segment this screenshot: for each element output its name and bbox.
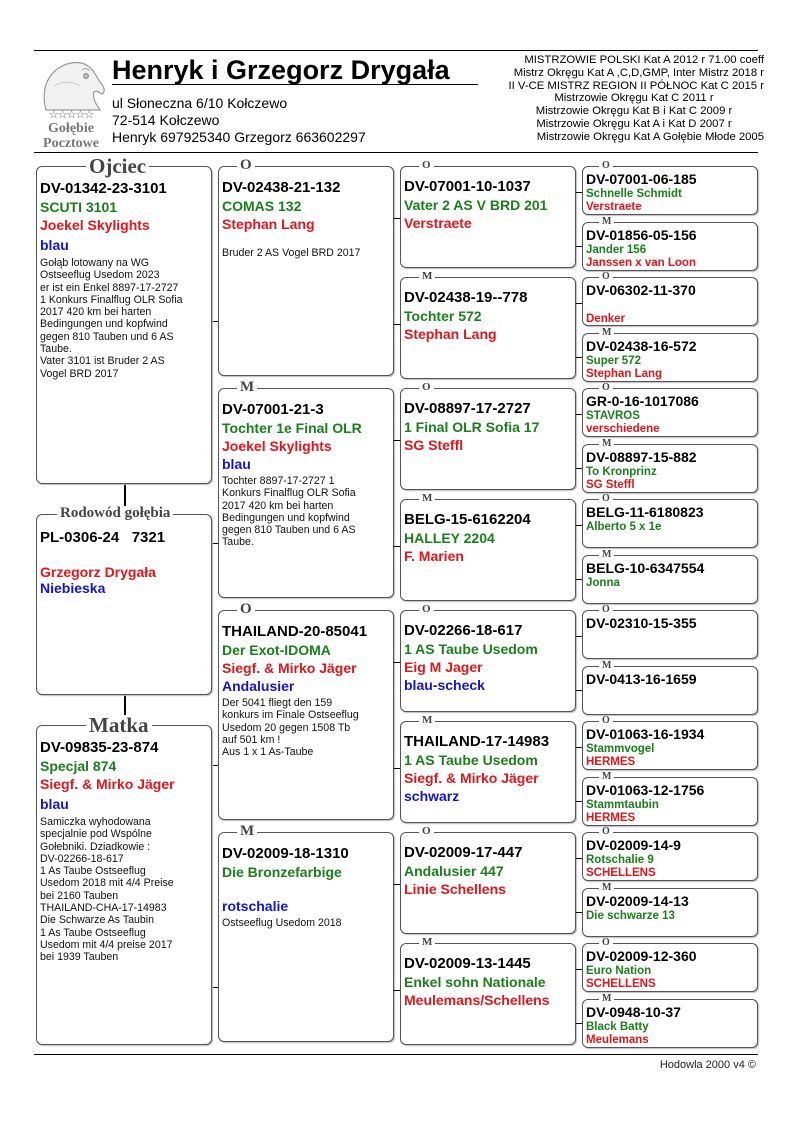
ring-number: DV-02266-18-617 <box>404 622 523 639</box>
ring-number: DV-08897-15-882 <box>586 448 697 465</box>
ancestor-card[interactable] <box>582 555 758 604</box>
breeder-name: Meulemans/Schellens <box>404 992 550 1008</box>
note-line: Vater 3101 ist Bruder 2 AS <box>40 355 165 368</box>
pigeon-name: Super 572 <box>586 354 641 367</box>
parent-sex-label: O <box>599 605 613 615</box>
note-line: 1 As Taube Ostseeflug <box>40 926 146 939</box>
phone-numbers: Henryk 697925340 Grzegorz 663602297 <box>112 129 366 145</box>
parent-sex-label: M <box>419 715 435 726</box>
breeder-name: Siegf. & Mirko Jäger <box>222 660 357 676</box>
note-line: Taube. <box>222 536 254 549</box>
pigeon-color: rotschalie <box>222 898 289 914</box>
pigeon-notes <box>222 235 390 259</box>
father-label: Ojciec <box>86 156 149 177</box>
parent-sex-label: O <box>599 161 613 171</box>
header-top-rule <box>34 50 758 51</box>
pigeon-name: Tochter 572 <box>404 308 482 324</box>
ancestor-card[interactable] <box>582 499 758 548</box>
pigeon-color: Andalusier <box>222 678 295 694</box>
achievement-item: Mistrz Okręgu Kat A ,C,D,GMP, Inter Mistrz 2018 r <box>513 66 764 79</box>
ring-number: DV-02009-14-9 <box>586 837 681 853</box>
note-line: Die Schwarze As Taubin <box>40 914 155 927</box>
breeder-name: HERMES <box>586 811 636 824</box>
parent-sex-label: O <box>237 158 255 173</box>
great-grandparent-card[interactable] <box>400 832 576 934</box>
subject-ring-number: PL-0306-24 7321 <box>40 529 166 546</box>
father-name: SCUTI 3101 <box>40 199 118 215</box>
great-grandparent-card[interactable] <box>400 388 576 490</box>
father-card[interactable] <box>36 166 212 484</box>
pigeon-name: Der Exot-IDOMA <box>222 642 331 658</box>
pigeon-name: Enkel sohn Nationale <box>404 974 546 990</box>
pigeon-name: Jonna <box>586 576 620 589</box>
parent-sex-label: O <box>237 602 255 617</box>
note-line: konkurs im Finale Ostseeflug <box>222 709 359 722</box>
mother-label: Matka <box>86 715 152 736</box>
connector-line <box>212 543 218 544</box>
pigeon-color: schwarz <box>404 788 460 804</box>
pigeon-color: blau <box>222 456 251 472</box>
note-line: DV-02266-18-617 <box>40 852 124 865</box>
parent-sex-label: M <box>599 883 614 893</box>
pigeon-name: COMAS 132 <box>222 198 302 214</box>
ring-number: DV-07001-06-185 <box>586 171 697 187</box>
breeder-name: Linie Schellens <box>404 881 506 897</box>
note-line: Samiczka wyhodowana <box>40 816 151 828</box>
pigeon-name: Euro Nation <box>586 965 652 977</box>
breeder-name: SCHELLENS <box>586 978 656 990</box>
breeder-name: HERMES <box>586 756 636 768</box>
parent-sex-label: M <box>599 439 614 449</box>
parent-sex-label: M <box>599 550 614 560</box>
pigeon-name: Black Batty <box>586 1020 649 1033</box>
ring-number: DV-06302-11-370 <box>586 282 696 298</box>
address-line-2: 72-514 Kołczewo <box>112 112 220 128</box>
pigeon-name: Tochter 1e Final OLR <box>222 420 362 436</box>
pigeon-head-icon <box>34 56 108 112</box>
parent-sex-label: M <box>599 328 614 338</box>
ancestor-card[interactable] <box>582 832 758 881</box>
note-line: auf 501 km ! <box>222 733 281 746</box>
ancestor-card[interactable] <box>582 388 758 437</box>
pigeon-name: Alberto 5 x 1e <box>586 521 662 533</box>
parent-sex-label: O <box>599 272 613 282</box>
ring-number: DV-02310-15-355 <box>586 615 697 631</box>
note-line: gegen 810 Tauben und 6 AS <box>222 524 356 537</box>
pigeon-logo <box>34 56 108 151</box>
breeder-name: SG Steffl <box>404 437 464 453</box>
ring-number: DV-0413-16-1659 <box>586 670 697 687</box>
pigeon-name <box>586 632 754 645</box>
ancestor-card[interactable] <box>582 943 758 992</box>
achievement-item: MISTRZOWIE POLSKI Kat A 2012 r 71.00 coeff <box>524 54 764 66</box>
ancestor-card[interactable] <box>582 444 758 493</box>
connector-line <box>212 321 218 322</box>
breeder-name: SCHELLENS <box>586 867 656 879</box>
note-line: specjalnie pod Wspólne <box>40 828 152 841</box>
breeder-name: Meulemans <box>586 1033 649 1046</box>
parent-sex-label: O <box>419 604 434 615</box>
ring-number: DV-08897-17-2727 <box>404 400 531 417</box>
parent-sex-label: O <box>599 494 613 504</box>
ancestor-card[interactable] <box>582 999 758 1048</box>
grandparent-card[interactable] <box>218 832 394 1042</box>
great-grandparent-card[interactable] <box>400 499 576 601</box>
note-line: Usedom 2018 mit 4/4 Preise <box>40 877 174 890</box>
pigeon-notes <box>222 475 390 549</box>
ring-number: DV-02009-17-447 <box>404 844 523 861</box>
software-credit: Hodowla 2000 v4 © <box>659 1059 756 1071</box>
parent-sex-label: O <box>599 383 613 393</box>
note-line: Ostseeflug Usedom 2023 <box>40 269 160 282</box>
ring-number: DV-02009-13-1445 <box>404 955 531 972</box>
pigeon-name: Die Bronzefarbige <box>222 864 342 880</box>
logo-stars: ☆☆☆☆☆ <box>48 109 94 121</box>
note-line: 1 Konkurs Finalflug OLR Sofia <box>40 293 183 306</box>
address-line-1: ul Słoneczna 6/10 Kołczewo <box>112 95 288 111</box>
mother-notes <box>40 816 208 964</box>
breeder-name: Siegf. & Mirko Jäger <box>404 770 539 786</box>
ring-number: DV-02009-12-360 <box>586 948 697 964</box>
ring-number: BELG-15-6162204 <box>404 511 531 528</box>
achievement-item: Mistrzowie Okręgu Kat A i Kat D 2007 r <box>536 117 732 130</box>
pigeon-name <box>586 299 754 312</box>
pigeon-name: 1 Final OLR Sofia 17 <box>404 419 540 435</box>
subject-label: Rodowód gołębia <box>57 506 173 521</box>
ring-number: BELG-10-6347554 <box>586 559 705 576</box>
note-line: 2017 420 km bei harten <box>40 306 152 319</box>
parent-sex-label: M <box>419 937 435 948</box>
logo-text-line-2: Pocztowe <box>43 136 99 151</box>
pigeon-name: Jander 156 <box>586 243 647 256</box>
ring-number: DV-02438-19--778 <box>404 289 528 306</box>
connector-line <box>212 765 218 766</box>
achievement-item: Mistrzowie Okręgu Kat A Gołębie Młode 2005 <box>536 130 764 143</box>
note-line: THAILAND-CHA-17-14983 <box>40 902 167 915</box>
breeder-name: Verstraete <box>404 215 472 231</box>
pigeon-name: Schnelle Schmidt <box>586 188 682 200</box>
pigeon-name: To Kronprinz <box>586 465 657 478</box>
ring-number: DV-01063-12-1756 <box>586 781 705 798</box>
note-line: 1 As Taube Ostseeflug <box>40 865 146 878</box>
ring-number: BELG-11-6180823 <box>586 504 704 520</box>
breeder-name <box>222 882 390 896</box>
father-breeder: Joekel Skylights <box>40 217 150 233</box>
subject-breeder: Grzegorz Drygała <box>40 564 156 580</box>
pigeon-name: STAVROS <box>586 410 640 422</box>
ancestor-card[interactable] <box>582 721 758 770</box>
note-line: Tochter 8897-17-2727 1 <box>222 475 335 487</box>
ring-number: DV-07001-21-3 <box>222 401 324 418</box>
note-line: Bedingungen und kopfwind <box>222 511 350 524</box>
subject-card[interactable] <box>36 514 212 695</box>
breeder-name: Denker <box>586 313 625 325</box>
note-line: Bruder 2 AS Vogel BRD 2017 <box>222 247 361 259</box>
father-ring-number: DV-01342-23-3101 <box>40 180 167 197</box>
great-grandparent-card[interactable] <box>400 166 576 268</box>
parent-sex-label: M <box>237 380 257 395</box>
grandparent-card[interactable] <box>218 388 394 598</box>
parent-sex-label: O <box>419 160 434 171</box>
breeder-name: verschiedene <box>586 423 660 435</box>
pigeon-name: 1 AS Taube Usedom <box>404 752 538 768</box>
parent-sex-label: O <box>419 382 434 393</box>
breeder-name: Stephan Lang <box>222 216 315 232</box>
ancestor-card[interactable] <box>582 222 758 271</box>
parent-sex-label: M <box>419 493 435 504</box>
breeder-name: Joekel Skylights <box>222 438 332 454</box>
pigeon-name: Stammvogel <box>586 743 655 755</box>
note-line: Aus 1 x 1 As-Taube <box>222 746 314 759</box>
breeder-name: Verstraete <box>586 201 642 213</box>
ancestor-card[interactable] <box>582 333 758 382</box>
pigeon-name: Andalusier 447 <box>404 863 504 879</box>
header-bottom-rule <box>34 152 758 153</box>
achievement-item: Mistrzowie Okręgu Kat C 2011 r <box>554 92 714 105</box>
note-line: bei 1939 Tauben <box>40 951 119 964</box>
note-line: Taube. <box>40 343 72 356</box>
pigeon-name: Die schwarze 13 <box>586 909 675 922</box>
mother-card[interactable] <box>36 725 212 1045</box>
note-line: er ist ein Enkel 8897-17-2727 <box>40 281 179 294</box>
note-line: Usedom 20 gegen 1508 Tb <box>222 721 351 734</box>
breeder-name: Stephan Lang <box>586 367 663 380</box>
connector-line <box>212 987 218 988</box>
note-line: Gołąb lotowany na WG <box>40 257 149 269</box>
great-grandparent-card[interactable] <box>400 721 576 823</box>
mother-color: blau <box>40 796 69 812</box>
mother-breeder: Siegf. & Mirko Jäger <box>40 776 175 792</box>
parent-sex-label: M <box>599 661 614 671</box>
ancestor-card[interactable] <box>582 166 758 215</box>
ring-number: DV-07001-10-1037 <box>404 178 531 195</box>
ring-number: DV-01063-16-1934 <box>586 726 705 742</box>
parent-sex-label: O <box>599 716 613 726</box>
ancestor-card[interactable] <box>582 888 758 937</box>
ring-number: DV-02438-21-132 <box>222 179 341 196</box>
pigeon-name: HALLEY 2204 <box>404 530 495 546</box>
note-line: gegen 810 Tauben und 6 AS <box>40 330 174 343</box>
logo-text-line-1: Gołębie <box>48 121 94 136</box>
parent-sex-label: M <box>237 824 257 839</box>
breeder-name: Eig M Jager <box>404 659 483 675</box>
ancestor-card[interactable] <box>582 777 758 826</box>
pigeon-color: blau-scheck <box>404 677 485 693</box>
breeder-name: SG Steffl <box>586 478 635 491</box>
ring-number: GR-0-16-1017086 <box>586 393 699 409</box>
ring-number: THAILAND-17-14983 <box>404 733 550 750</box>
father-color: blau <box>40 237 69 253</box>
note-line: Konkurs Finalflug OLR Sofia <box>222 487 356 500</box>
ring-number: THAILAND-20-85041 <box>222 623 368 640</box>
parent-sex-label: O <box>419 826 434 837</box>
ring-number: DV-02009-14-13 <box>586 892 689 909</box>
mother-name: Specjal 874 <box>40 758 117 774</box>
note-line: Bedingungen und kopfwind <box>40 318 168 331</box>
parent-sex-label: O <box>599 827 613 837</box>
note-line: Der 5041 fliegt den 159 <box>222 697 333 709</box>
parent-sex-label: M <box>599 217 614 227</box>
pigeon-name: 1 AS Taube Usedom <box>404 641 538 657</box>
pigeon-name: Rotschalie 9 <box>586 854 654 866</box>
ancestor-card[interactable] <box>582 610 758 659</box>
ring-number: DV-02009-18-1310 <box>222 845 349 862</box>
father-notes <box>40 257 208 380</box>
ancestor-card[interactable] <box>582 666 758 715</box>
parent-sex-label: O <box>599 938 613 948</box>
owner-name: Henryk i Grzegorz Drygała <box>112 55 450 85</box>
note-line: bei 2160 Tauben <box>40 889 119 902</box>
note-line <box>222 235 390 247</box>
parent-sex-label: M <box>599 994 614 1004</box>
note-line: Vogel BRD 2017 <box>40 367 119 380</box>
note-line: Ostseeflug Usedom 2018 <box>222 917 342 929</box>
note-line: Gołebniki. Dziadkowie : <box>40 840 151 853</box>
note-line: 2017 420 km bei harten <box>222 499 334 512</box>
grandparent-card[interactable] <box>218 166 394 376</box>
breeder-name: Stephan Lang <box>404 326 497 342</box>
achievements-list <box>464 54 764 144</box>
subject-color: Niebieska <box>40 580 106 596</box>
pigeon-name: Vater 2 AS V BRD 201 <box>404 197 548 213</box>
great-grandparent-card[interactable] <box>400 943 576 1045</box>
ancestor-card[interactable] <box>582 277 758 326</box>
footer-rule <box>34 1054 758 1055</box>
ring-number: DV-0948-10-37 <box>586 1003 681 1020</box>
breeder-name: F. Marien <box>404 548 464 564</box>
pigeon-notes <box>222 917 390 929</box>
pigeon-name: Stammtaubin <box>586 798 659 811</box>
great-grandparent-card[interactable] <box>400 277 576 379</box>
parent-sex-label: M <box>599 772 614 782</box>
mother-ring-number: DV-09835-23-874 <box>40 739 159 756</box>
pigeon-notes <box>222 697 390 758</box>
parent-sex-label: M <box>419 271 435 282</box>
ring-number: DV-02438-16-572 <box>586 337 697 354</box>
achievement-item: II V-CE MISTRZ REGION II PÓŁNOC Kat C 2015 r <box>508 79 764 92</box>
note-line: Usedom mit 4/4 preise 2017 <box>40 938 173 951</box>
ring-number: DV-01856-05-156 <box>586 226 697 243</box>
achievement-item: Mistrzowie Okręgu Kat B i Kat C 2009 r <box>535 105 733 118</box>
grandparent-card[interactable] <box>218 610 394 820</box>
breeder-name: Janssen x van Loon <box>586 256 696 269</box>
pigeon-name <box>586 688 754 701</box>
great-grandparent-card[interactable] <box>400 610 576 712</box>
